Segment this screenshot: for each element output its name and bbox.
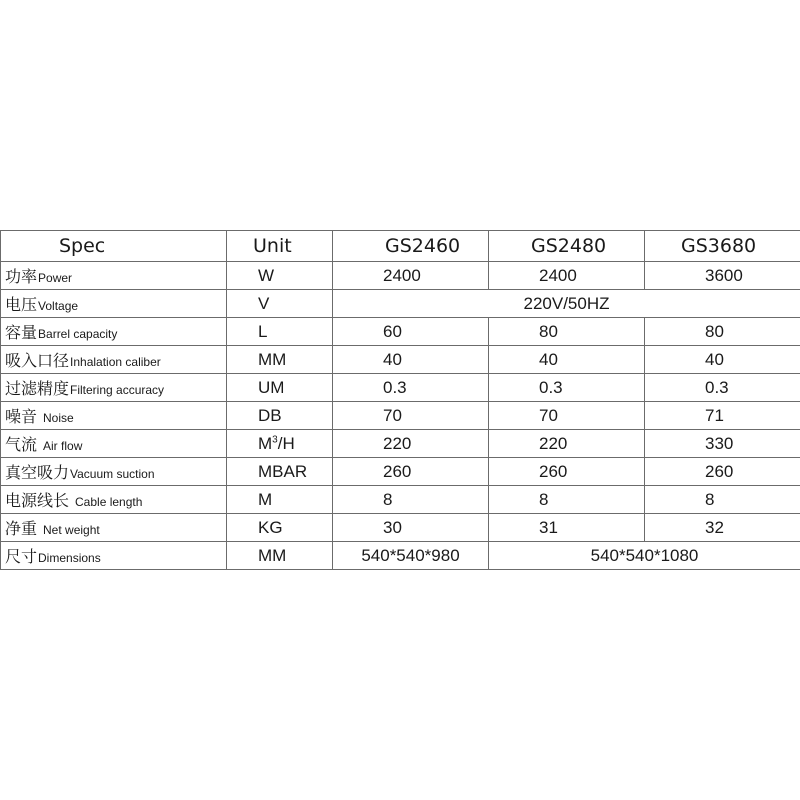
table-row [1,458,800,486]
unit-cell: W [227,262,333,290]
value-cell: 3600 [645,262,800,290]
spec-cn: 功率 [5,267,38,286]
value-cell: 32 [645,514,800,542]
spec-en: Voltage [38,299,79,313]
value-cell: 220 [489,430,645,458]
spec-cn: 电压 [5,295,38,314]
spec-en: Filtering accuracy [70,383,165,397]
spec-en: Cable length [75,495,143,509]
spec-label [1,262,227,290]
value-cell: 2400 [333,262,489,290]
spec-label [1,458,227,486]
value-cell: 0.3 [489,374,645,402]
spec-label [1,542,227,570]
value-cell: 260 [489,458,645,486]
unit-cell: V [227,290,333,318]
spec-cn: 真空吸力 [5,463,70,482]
spec-cn: 电源线长 [5,491,70,510]
spec-cn: 容量 [5,323,38,342]
header-spec: Spec [1,231,227,262]
spec-en: Net weight [43,523,100,537]
value-cell: 71 [645,402,800,430]
spec-en: Vacuum suction [70,467,155,481]
value-cell: 330 [645,430,800,458]
unit-cell: MBAR [227,458,333,486]
spec-label [1,486,227,514]
spec-cn: 过滤精度 [5,379,70,398]
table-row [1,542,800,570]
table-row [1,262,800,290]
table-row [1,486,800,514]
value-cell: 30 [333,514,489,542]
spec-en: Air flow [43,439,83,453]
spec-cn: 净重 [5,519,38,538]
spec-label [1,514,227,542]
value-cell: 8 [333,486,489,514]
spec-en: Inhalation caliber [70,355,161,369]
header-unit: Unit [227,231,333,262]
spec-cn: 吸入口径 [5,351,70,370]
spec-cn: 噪音 [5,407,38,426]
table-row [1,430,800,458]
table-row [1,318,800,346]
value-cell: 70 [333,402,489,430]
value-cell: 70 [489,402,645,430]
value-cell: 260 [333,458,489,486]
value-cell: 80 [489,318,645,346]
unit-main: M [258,433,273,453]
header-model-1: GS2460 [333,231,489,262]
unit-cell: DB [227,402,333,430]
unit-cell: MM [227,542,333,570]
value-cell-merged: 540*540*1080 [489,542,800,570]
spec-cn: 尺寸 [5,547,38,566]
header-model-3: GS3680 [645,231,800,262]
spec-en: Dimensions [38,551,101,565]
spec-label [1,290,227,318]
unit-superscript: 3 [272,433,278,445]
value-cell: 40 [489,346,645,374]
value-cell: 540*540*980 [333,542,489,570]
value-cell: 40 [645,346,800,374]
value-cell: 2400 [489,262,645,290]
value-cell: 60 [333,318,489,346]
spec-cn: 气流 [5,435,38,454]
unit-cell [227,430,333,458]
unit-cell: UM [227,374,333,402]
unit-cell: MM [227,346,333,374]
header-row [1,231,800,262]
table-row [1,374,800,402]
unit-tail: /H [277,433,295,453]
table-row [1,290,800,318]
table-row [1,402,800,430]
spec-label [1,346,227,374]
value-cell-merged: 220V/50HZ [333,290,800,318]
spec-table [0,230,800,570]
header-model-2: GS2480 [489,231,645,262]
value-cell: 80 [645,318,800,346]
value-cell: 0.3 [645,374,800,402]
spec-label [1,430,227,458]
value-cell: 220 [333,430,489,458]
value-cell: 0.3 [333,374,489,402]
spec-label [1,402,227,430]
spec-label [1,318,227,346]
value-cell: 40 [333,346,489,374]
unit-cell: L [227,318,333,346]
table-row [1,346,800,374]
value-cell: 31 [489,514,645,542]
unit-cell: M [227,486,333,514]
spec-en: Power [38,271,73,285]
spec-label [1,374,227,402]
table-row [1,514,800,542]
value-cell: 260 [645,458,800,486]
value-cell: 8 [489,486,645,514]
value-cell: 8 [645,486,800,514]
spec-en: Noise [43,411,74,425]
spec-en: Barrel capacity [38,327,118,341]
unit-cell: KG [227,514,333,542]
